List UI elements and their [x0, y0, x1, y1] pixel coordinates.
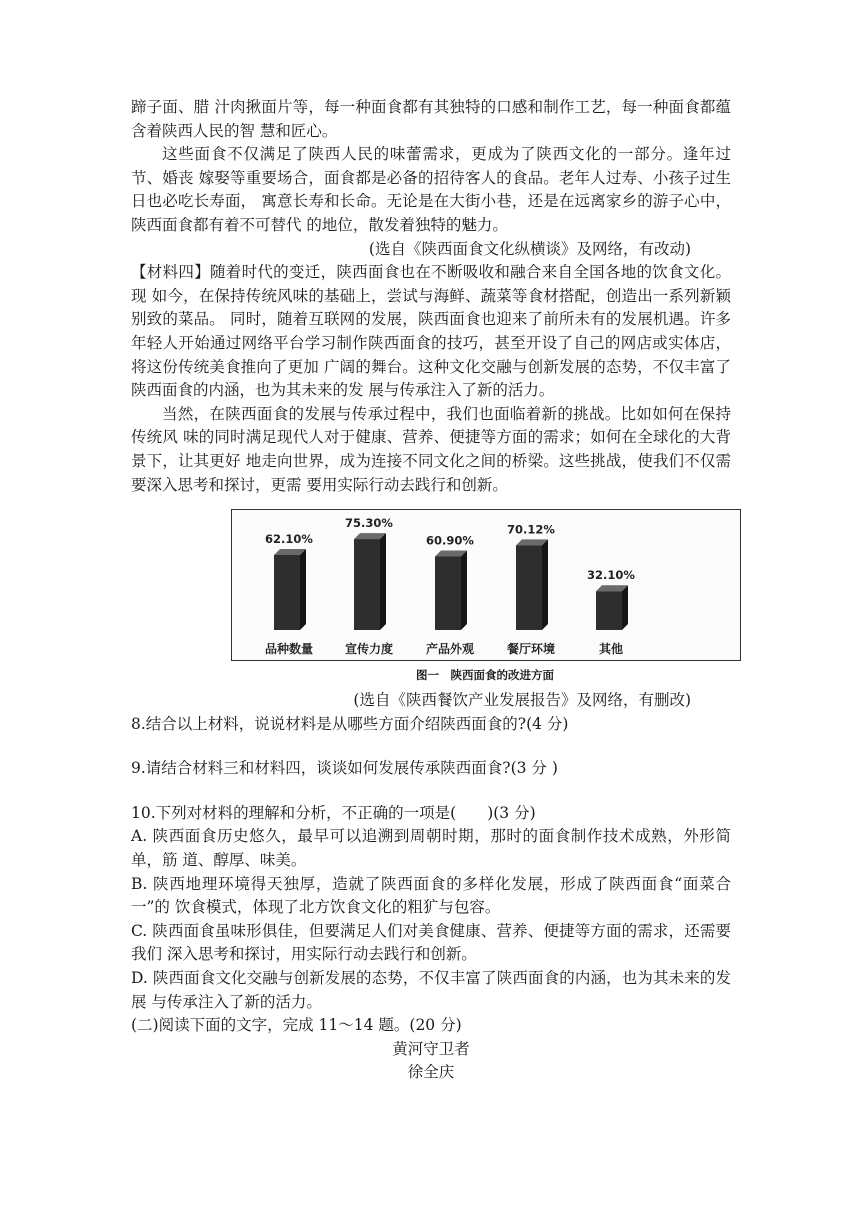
bar-3 [516, 545, 542, 630]
bar-side-1 [380, 533, 386, 630]
bar-side-2 [461, 551, 467, 631]
source-material-report: (选自《陕西餐饮产业发展报告》及网络，有删改) [353, 691, 691, 710]
value-label-1: 75.30% [345, 516, 393, 531]
source-material-3: (选自《陕西面食文化纵横谈》及网络，有改动) [368, 239, 691, 258]
question-9: 9.请结合材料三和材料四，谈谈如何发展传承陕西面食?(3 分 ) [131, 759, 558, 778]
category-label-3: 餐厅环境 [506, 642, 556, 657]
category-label-0: 品种数量 [264, 642, 314, 657]
document-page [131, 96, 731, 1085]
figure-1 [131, 503, 731, 687]
paragraph-1: 蹄子面、腊 汁肉揪面片等，每一种面食都有其独特的口感和制作工艺，每一种面食都蕴含着陕西人民的智 慧和匠心。 [131, 98, 731, 140]
story-author: 徐全庆 [407, 1063, 455, 1082]
category-label-2: 产品外观 [425, 642, 475, 657]
paragraph-2: 这些面食不仅满足了陕西人民的味蕾需求，更成为了陕西文化的一部分。逢年过节、婚丧 嫁娶等重要场合，面食都是必备的招待客人的食品。老年人过寿、小孩子过生日也必吃长寿面， 寓意长寿和长命。无论是在大街小巷，还是在远离家乡的游子心中，陕西面食都有着不可替代 的地位，散发着独特的魅力。 [131, 145, 731, 234]
question-8: 8.结合以上材料，说说材料是从哪些方面介绍陕西面食的?(4 分) [131, 714, 569, 733]
value-label-0: 62.10% [265, 532, 313, 547]
paragraph-4: 当然，在陕西面食的发展与传承过程中，我们也面临着新的挑战。比如如何在保持传统风 味的同时满足现代人对于健康、营养、便捷等方面的需求；如何在全球化的大背景下，让其更好 地走向世界，成为连接不同文化之间的桥梁。这些挑战，使我们不仅需要深入思考和探讨，更需 要用实际行动去践行和创新。 [131, 404, 731, 494]
bar-chart [232, 510, 740, 660]
story-title: 黄河守卫者 [392, 1039, 470, 1058]
bar-side-3 [542, 539, 548, 630]
bar-4 [596, 591, 622, 630]
value-label-2: 60.90% [426, 533, 474, 548]
category-label-4: 其他 [598, 642, 624, 657]
chart-title: 图一 陕西面食的改进方面 [416, 668, 554, 683]
section-2-heading: (二)阅读下面的文字，完成 11～14 题。(20 分) [131, 1016, 462, 1035]
option-b: B. 陕西地理环境得天独厚，造就了陕西面食的多样化发展，形成了陕西面食“面菜合一”的 饮食模式，体现了北方饮食文化的粗犷与包容。 [131, 874, 731, 917]
paragraph-material-4: 【材料四】随着时代的变迁，陕西面食也在不断吸收和融合来自全国各地的饮食文化。现 如今，在保持传统风味的基础上，尝试与海鲜、蔬菜等食材搭配，创造出一系列新颖别致的菜品。 同时，随着互联网的发展，陕西面食也迎来了前所未有的发展机遇。许多年轻人开始通过网络平台学习制作陕西面食的技巧，甚至开设了自己的网店或实体店，将这份传统美食推向了更加 广阔的舞台。这种文化交融与创新发展的态势，不仅丰富了陕西面食的内涵，也为其未来的发 展与传承注入了新的活力。 [131, 263, 731, 400]
option-c: C. 陕西面食虽味形俱佳，但要满足人们对美食健康、营养、便捷等方面的需求，还需要我们 深入思考和探讨，用实际行动去践行和创新。 [131, 921, 731, 964]
bar-1 [354, 539, 380, 630]
value-label-4: 32.10% [587, 568, 635, 583]
chart-frame [231, 509, 741, 661]
bar-side-4 [622, 585, 628, 630]
option-a: A. 陕西面食历史悠久，最早可以追溯到周朝时期，那时的面食制作技术成熟，外形简单，筋 道、醇厚、味美。 [131, 827, 731, 870]
option-d: D. 陕西面食文化交融与创新发展的态势，不仅丰富了陕西面食的内涵，也为其未来的发展 与传承注入了新的活力。 [131, 969, 731, 1011]
bar-side-0 [300, 549, 306, 630]
bar-0 [274, 555, 300, 630]
question-10: 10.下列对材料的理解和分析，不正确的一项是( )(3 分) [131, 803, 536, 822]
value-label-3: 70.12% [507, 522, 555, 537]
bar-2 [435, 557, 461, 631]
category-label-1: 宣传力度 [344, 642, 394, 657]
